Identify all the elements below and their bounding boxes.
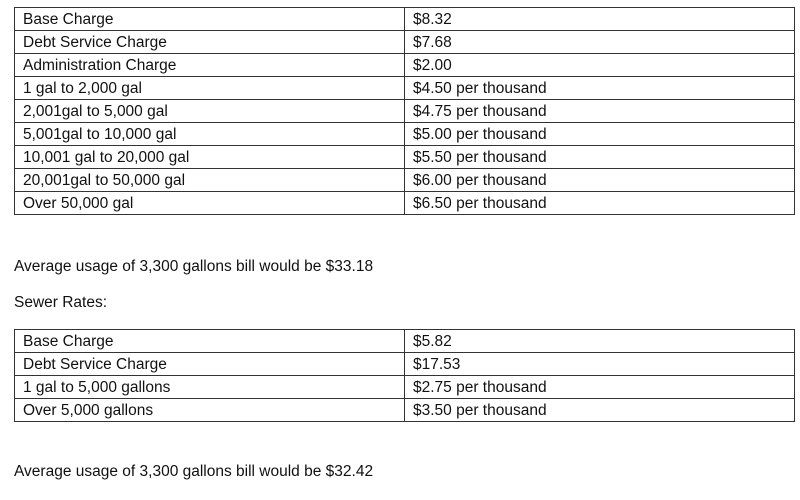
rate-label: Base Charge <box>15 8 405 31</box>
table-row <box>15 77 795 100</box>
rate-label: Administration Charge <box>15 54 405 77</box>
rate-label: Over 50,000 gal <box>15 192 405 215</box>
table-row <box>15 123 795 146</box>
rate-label: 2,001gal to 5,000 gal <box>15 100 405 123</box>
water-rates-table <box>14 7 795 215</box>
table-row <box>15 8 795 31</box>
sewer-rates-heading: Sewer Rates: <box>14 294 108 311</box>
table-row <box>15 146 795 169</box>
sewer-rates-table <box>14 329 795 422</box>
rate-label: Over 5,000 gallons <box>15 399 405 422</box>
table-row <box>15 353 795 376</box>
water-average-bill-text: Average usage of 3,300 gallons bill would be $33.18 <box>14 258 374 275</box>
table-row <box>15 100 795 123</box>
table-row <box>15 192 795 215</box>
rate-label: Debt Service Charge <box>15 353 405 376</box>
rate-value: $7.68 <box>405 31 795 54</box>
sewer-average-bill-text: Average usage of 3,300 gallons bill would be $32.42 <box>14 463 374 480</box>
table-row <box>15 169 795 192</box>
table-row <box>15 31 795 54</box>
rate-value: $6.50 per thousand <box>405 192 795 215</box>
rate-value: $2.75 per thousand <box>405 376 795 399</box>
table-row <box>15 376 795 399</box>
table-row <box>15 330 795 353</box>
rate-label: Debt Service Charge <box>15 31 405 54</box>
table-row <box>15 54 795 77</box>
rate-value: $5.00 per thousand <box>405 123 795 146</box>
rate-value: $6.00 per thousand <box>405 169 795 192</box>
rate-label: Base Charge <box>15 330 405 353</box>
rate-label: 10,001 gal to 20,000 gal <box>15 146 405 169</box>
rate-label: 1 gal to 2,000 gal <box>15 77 405 100</box>
rate-value: $4.75 per thousand <box>405 100 795 123</box>
rate-value: $4.50 per thousand <box>405 77 795 100</box>
rate-label: 5,001gal to 10,000 gal <box>15 123 405 146</box>
rate-label: 1 gal to 5,000 gallons <box>15 376 405 399</box>
rate-value: $5.82 <box>405 330 795 353</box>
rate-label: 20,001gal to 50,000 gal <box>15 169 405 192</box>
rate-value: $2.00 <box>405 54 795 77</box>
rate-value: $17.53 <box>405 353 795 376</box>
rate-value: $5.50 per thousand <box>405 146 795 169</box>
rate-value: $3.50 per thousand <box>405 399 795 422</box>
table-row <box>15 399 795 422</box>
rate-value: $8.32 <box>405 8 795 31</box>
